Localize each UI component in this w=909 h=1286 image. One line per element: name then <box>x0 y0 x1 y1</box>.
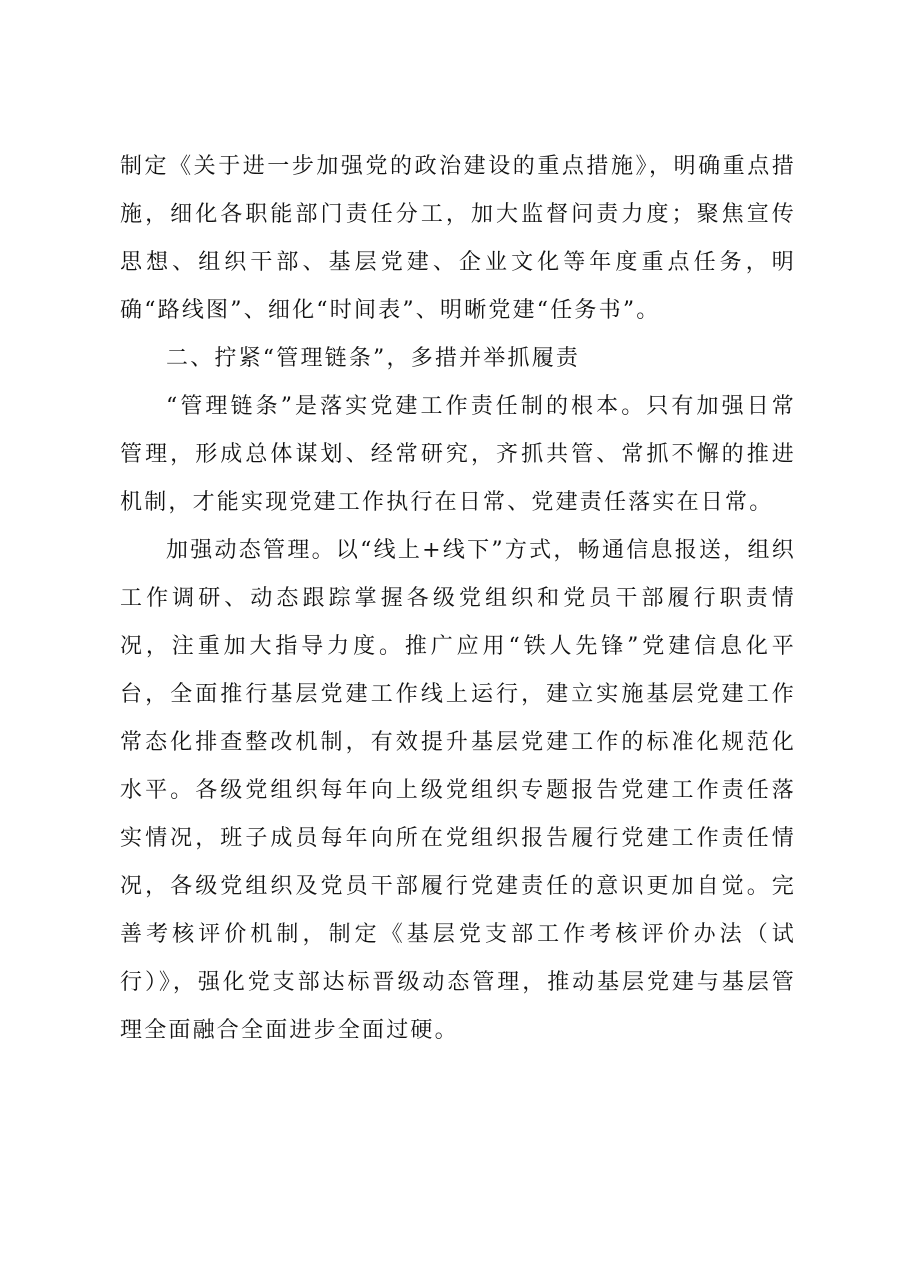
section-heading-management-chain: 二、拧紧“管理链条”，多措并举抓履责 <box>166 346 581 371</box>
paragraph-measures-continuation: 制定《关于进一步加强党的政治建设的重点措施》，明确重点措施，细化各职能部门责任分工，加大监督问责力度；聚焦宣传思想、组织干部、基层党建、企业文化等年度重点任务，明确“路线图”、细化“时间表”、明晰党建“任务书”。 <box>120 154 796 323</box>
paragraph-dynamic-management: 加强动态管理。以“线上+线下”方式，畅通信息报送，组织工作调研、动态跟踪掌握各级党组织和党员干部履行职责情况，注重加大指导力度。推广应用“铁人先锋”党建信息化平台，全面推行基层党建工作线上运行，建立实施基层党建工作常态化排查整改机制，有效提升基层党建工作的标准化规范化水平。各级党组织每年向上级党组织专题报告党建工作责任落实情况，班子成员每年向所在党组织报告履行党建工作责任情况，各级党组织及党员干部履行党建责任的意识更加自觉。完善考核评价机制，制定《基层党支部工作考核评价办法（试行）》，强化党支部达标晋级动态管理，推动基层党建与基层管理全面融合全面进步全面过硬。 <box>120 538 796 1043</box>
document-body <box>120 143 796 1055</box>
paragraph-management-chain-intro: “管理链条”是落实党建工作责任制的根本。只有加强日常管理，形成总体谋划、经常研究，齐抓共管、常抓不懈的推进机制，才能实现党建工作执行在日常、党建责任落实在日常。 <box>120 394 796 515</box>
